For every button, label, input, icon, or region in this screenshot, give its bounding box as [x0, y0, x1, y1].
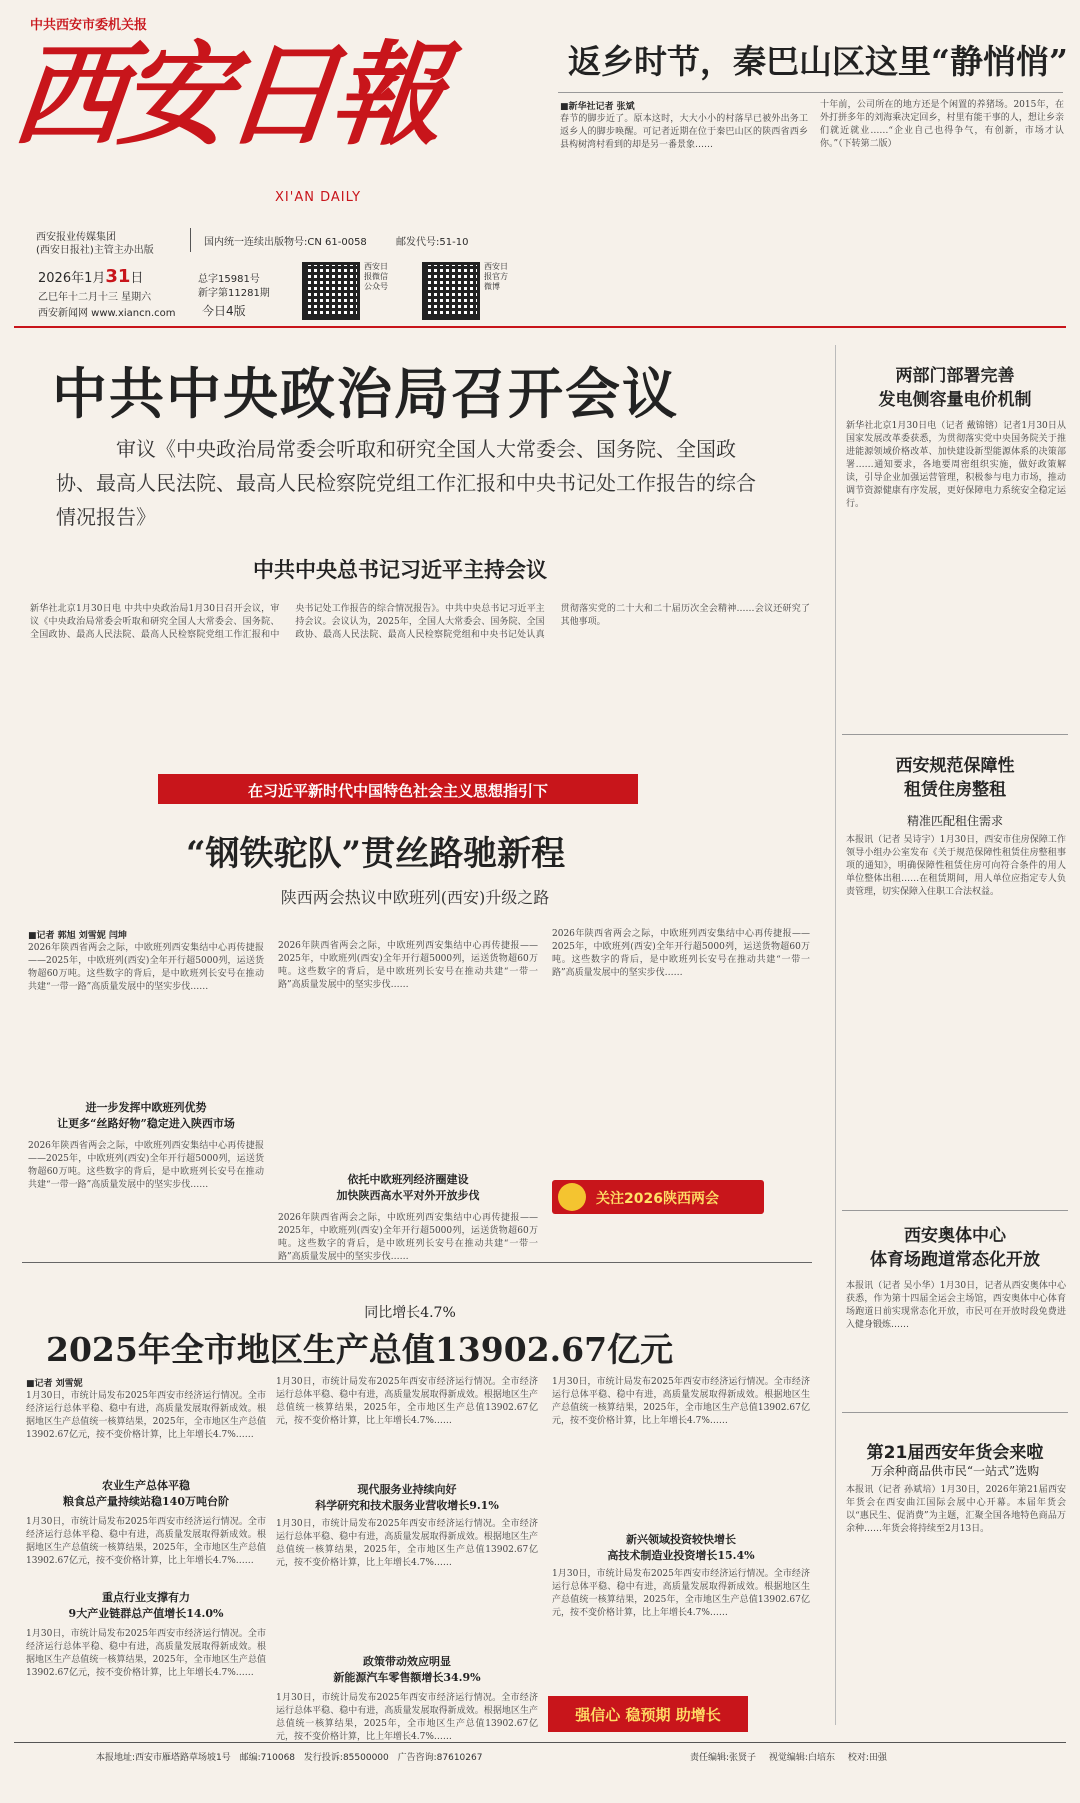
railway-subhead: 陕西两会热议中欧班列(西安)升级之路 — [280, 888, 550, 907]
railway-sub1-line2: 让更多“丝路好物”稳定进入陕西市场 — [57, 1117, 235, 1130]
top-story-title: 返乡时节，秦巴山区这里“静悄悄” — [568, 42, 1068, 81]
date-suffix: 日 — [130, 271, 144, 286]
gdp-sub-e — [552, 1532, 810, 1564]
lead-deck: 审议《中央政治局常委会听取和研究全国人大常委会、国务院、全国政协、最高人民法院、最高人民检察院党组工作汇报和中央书记处工作报告的综合情况报告》 — [56, 437, 756, 529]
side1-rule — [842, 734, 1068, 735]
railway-sub1-line1: 进一步发挥中欧班列优势 — [85, 1101, 207, 1114]
publisher-line-2: (西安日报社)主管主办出版 — [36, 245, 154, 256]
qr2-label: 西安日报官方微博 — [484, 262, 508, 291]
gdp-body-4: 1月30日，市统计局发布2025年西安市经济运行情况。全市经济运行总体平稳、稳中有进，高质量发展取得新成效。根据地区生产总值统一核算结果，2025年，全市地区生产总值13902.67亿元，按不变价格计算，比上年增长4.7%…… — [276, 1377, 538, 1426]
gdp-byline: ■记者 刘雪妮 — [26, 1379, 83, 1389]
theme-banner-text: 在习近平新时代中国特色社会主义思想指引下 — [247, 782, 548, 800]
gdp-sub-e-line2: 高技术制造业投资增长15.4% — [607, 1549, 755, 1562]
side3-body: 本报讯（记者 吴小华）1月30日，记者从西安奥体中心获悉，作为第十四届全运会主场馆，西安奥体中心体育场跑道日前实现常态化开放，市民可在开放时段免费进入健身锻炼…… — [846, 1281, 1066, 1330]
newspaper-logo: 西安日報 — [7, 30, 445, 161]
gdp-sub-b-line1: 重点行业支撑有力 — [102, 1591, 190, 1604]
gdp-sub-a-line2: 粮食总产量持续站稳140万吨台阶 — [63, 1495, 229, 1508]
issue-date — [38, 266, 143, 287]
publisher-line-1: 西安报业传媒集团 — [36, 232, 116, 243]
gdp-sub-d-line2: 新能源汽车零售额增长34.9% — [333, 1671, 481, 1684]
gdp-kicker: 同比增长4.7% — [364, 1305, 456, 1321]
side4-body: 本报讯（记者 孙斌培）1月30日，2026年第21届西安年货会在西安曲江国际会展中心开幕。本届年货会以“惠民生、促消费”为主题，汇聚全国各地特色商品万余种……年货会将持续至2月13日。 — [846, 1485, 1066, 1534]
gdp-sub-a — [26, 1478, 266, 1510]
side1-title — [842, 364, 1068, 412]
gdp-body-1: 1月30日，市统计局发布2025年西安市经济运行情况。全市经济运行总体平稳、稳中有进，高质量发展取得新成效。根据地区生产总值统一核算结果，2025年，全市地区生产总值13902.67亿元，按不变价格计算，比上年增长4.7%…… — [26, 1391, 266, 1440]
railway-body-2: 2026年陕西省两会之际，中欧班列西安集结中心再传捷报——2025年，中欧班列(西安)全年开行超5000列，运送货物超60万吨。这些数字的背后，是中欧班列长安号在推动共建“一带一路”高质量发展中的坚实步伐…… — [28, 1141, 264, 1190]
lead-body: 新华社北京1月30日电 中共中央政治局1月30日召开会议，审议《中央政治局常委会听取和研究全国人大常委会、国务院、全国政协、最高人民法院、最高人民检察院党组工作汇报和中央书记处工作报告的综合情况报告》。中共中央总书记习近平主持会议。会议认为，2025年，全国人大常委会、国务院、全国政协、最高人民法院、最高人民检察院党组和中央书记处认真贯彻落实党的二十大和二十届历次全会精神……会议还研究了其他事项。 — [30, 604, 810, 640]
railway-sub2-line1: 依托中欧班列经济圈建设 — [347, 1173, 469, 1186]
side2-title — [842, 754, 1068, 802]
gdp-sub-c — [276, 1482, 538, 1514]
date-day: 31 — [105, 266, 131, 287]
railway-body-1: 2026年陕西省两会之际，中欧班列西安集结中心再传捷报——2025年，中欧班列(西安)全年开行超5000列，运送货物超60万吨。这些数字的背后，是中欧班列长安号在推动共建“一带一路”高质量发展中的坚实步伐…… — [28, 943, 264, 992]
issn: 国内统一连续出版物号:CN 61-0058 — [204, 237, 367, 248]
side2-rule — [842, 1210, 1068, 1211]
footer-address: 本报地址:西安市雁塔路草场坡1号 — [96, 1753, 231, 1763]
gdp-sub-c-line1: 现代服务业持续向好 — [357, 1483, 457, 1496]
issue-total: 总字15981号 — [198, 274, 260, 285]
railway-body-4: 2026年陕西省两会之际，中欧班列西安集结中心再传捷报——2025年，中欧班列(西安)全年开行超5000列，运送货物超60万吨。这些数字的背后，是中欧班列长安号在推动共建“一带一路”高质量发展中的坚实步伐…… — [278, 1213, 538, 1262]
side4-subtitle: 万余种商品供市民“一站式”选购 — [870, 1464, 1040, 1478]
qr-code-weibo[interactable] — [422, 262, 480, 320]
newspaper-logo-en: XI'AN DAILY — [275, 190, 362, 205]
railway-byline: ■记者 郭旭 刘雪妮 闫坤 — [28, 931, 127, 941]
gdp-body-7: 1月30日，市统计局发布2025年西安市经济运行情况。全市经济运行总体平稳、稳中有进，高质量发展取得新成效。根据地区生产总值统一核算结果，2025年，全市地区生产总值13902.67亿元，按不变价格计算，比上年增长4.7%…… — [552, 1377, 810, 1426]
gdp-sub-a-line1: 农业生产总体平稳 — [102, 1479, 190, 1492]
gdp-sub-d — [276, 1654, 538, 1686]
qr-code-wechat[interactable] — [302, 262, 360, 320]
gdp-headline: 2025年全市地区生产总值13902.67亿元 — [46, 1330, 674, 1369]
top-story-col2: 十年前，公司所在的地方还是个闲置的养猪场。2015年，在外打拼多年的刘海乘决定回乡，村里有能干事的人，想让乡亲们就近就业……“企业自己也得争气，有创新，市场才认你。”（下转第二版） — [820, 100, 1064, 149]
lead-subhead: 中共中央总书记习近平主持会议 — [253, 557, 547, 582]
masthead-divider — [190, 228, 191, 252]
top-story-rule — [558, 92, 1063, 93]
issue-new: 新字第11281期 — [198, 288, 270, 299]
page-count: 今日4版 — [202, 304, 246, 318]
masthead-rule — [14, 326, 1066, 328]
railway-sub2-line2: 加快陕西高水平对外开放步伐 — [336, 1189, 480, 1202]
footer-postcode: 邮编:710068 — [239, 1753, 296, 1763]
side4-title: 第21届西安年货会来啦 — [866, 1443, 1044, 1463]
gdp-body-6: 1月30日，市统计局发布2025年西安市经济运行情况。全市经济运行总体平稳、稳中有进，高质量发展取得新成效。根据地区生产总值统一核算结果，2025年，全市地区生产总值13902.67亿元，按不变价格计算，比上年增长4.7%…… — [276, 1693, 538, 1742]
side3-title — [842, 1224, 1068, 1272]
side1-body: 新华社北京1月30日电（记者 戴锦镕）记者1月30日从国家发展改革委获悉，为贯彻落实党中央国务院关于推进能源领域价格改革、加快建设新型能源体系的决策部署……通知要求，各地要周密组织实施，做好政策解读，引导企业加强运营管理，积极参与电力市场，推动调节资源健康有序发展，更好保障电力系统安全稳定运行。 — [846, 421, 1066, 509]
side2-subtitle: 精准匹配租住需求 — [906, 814, 1003, 828]
side3-rule — [842, 1412, 1068, 1413]
gdp-body-5: 1月30日，市统计局发布2025年西安市经济运行情况。全市经济运行总体平稳、稳中有进，高质量发展取得新成效。根据地区生产总值统一核算结果，2025年，全市地区生产总值13902.67亿元，按不变价格计算，比上年增长4.7%…… — [276, 1519, 538, 1568]
side3-title-line2: 体育场跑道常态化开放 — [870, 1250, 1040, 1270]
side2-title-line1: 西安规范保障性 — [895, 756, 1015, 776]
footer-rule — [14, 1742, 1066, 1743]
side3-title-line1: 西安奥体中心 — [904, 1226, 1006, 1246]
lead-headline: 中共中央政治局召开会议 — [52, 361, 680, 426]
section-rule — [22, 1262, 812, 1263]
gdp-body-3: 1月30日，市统计局发布2025年西安市经济运行情况。全市经济运行总体平稳、稳中有进，高质量发展取得新成效。根据地区生产总值统一核算结果，2025年，全市地区生产总值13902.67亿元，按不变价格计算，比上年增长4.7%…… — [26, 1629, 266, 1678]
gdp-sub-e-line1: 新兴领域投资较快增长 — [626, 1533, 736, 1546]
footer-phone2: 广告咨询:87610267 — [397, 1753, 483, 1763]
side1-title-line1: 两部门部署完善 — [895, 366, 1015, 386]
railway-body-3: 2026年陕西省两会之际，中欧班列西安集结中心再传捷报——2025年，中欧班列(西安)全年开行超5000列，运送货物超60万吨。这些数字的背后，是中欧班列长安号在推动共建“一带一路”高质量发展中的坚实步伐…… — [278, 941, 538, 990]
gdp-sub-b-line2: 9大产业链群总产值增长14.0% — [68, 1607, 224, 1620]
railway-sub1 — [28, 1100, 264, 1132]
postal-code: 邮发代号:51-10 — [396, 237, 469, 248]
gdp-sub-c-line2: 科学研究和技术服务业营收增长9.1% — [315, 1499, 499, 1512]
gdp-sub-d-line1: 政策带动效应明显 — [363, 1655, 451, 1668]
top-story-byline: ■新华社记者 张斌 — [560, 102, 635, 112]
gdp-body-2: 1月30日，市统计局发布2025年西安市经济运行情况。全市经济运行总体平稳、稳中有进，高质量发展取得新成效。根据地区生产总值统一核算结果，2025年，全市地区生产总值13902.67亿元，按不变价格计算，比上年增长4.7%…… — [26, 1517, 266, 1566]
railway-headline: “钢铁驼队”贯丝路驰新程 — [186, 834, 566, 874]
top-story-col1: 春节的脚步近了。原本这时，大大小小的村落早已被外出务工返乡人的脚步唤醒。可记者近期在位于秦巴山区的陕西省西乡县构树湾村看到的却是另一番景象…… — [560, 114, 808, 150]
railway-sub2 — [278, 1172, 538, 1204]
slogan-text: 强信心 稳预期 助增长 — [575, 1706, 721, 1724]
lunar-date: 乙巳年十二月十三 星期六 — [38, 292, 152, 303]
footer-proof: 校对:田强 — [847, 1753, 887, 1763]
footer-left — [96, 1750, 482, 1763]
qr1-label: 西安日报微信公众号 — [364, 262, 388, 291]
lianghui-badge-text: 关注2026陕西两会 — [596, 1191, 719, 1207]
footer-phone1: 发行投诉:85500000 — [303, 1753, 389, 1763]
gdp-sub-b — [26, 1590, 266, 1622]
side2-body: 本报讯（记者 吴诗宇）1月30日，西安市住房保障工作领导小组办公室发布《关于规范保障性租赁住房整租事项的通知》，明确保障性租赁住房可向符合条件的用人单位整体出租……在租赁期间，用人单位应指定专人负责管理，切实保障入住职工合法权益。 — [846, 835, 1066, 897]
emblem-icon — [558, 1183, 586, 1211]
date-month: 2026年1月 — [38, 271, 106, 286]
footer-designer: 视觉编辑:白培东 — [768, 1753, 835, 1763]
gdp-body-8: 1月30日，市统计局发布2025年西安市经济运行情况。全市经济运行总体平稳、稳中有进，高质量发展取得新成效。根据地区生产总值统一核算结果，2025年，全市地区生产总值13902.67亿元，按不变价格计算，比上年增长4.7%…… — [552, 1569, 810, 1618]
website: 西安新闻网 www.xiancn.com — [38, 308, 176, 319]
footer-editor: 责任编辑:张贤子 — [690, 1753, 757, 1763]
side2-title-line2: 租赁住房整租 — [904, 780, 1006, 800]
railway-body-5: 2026年陕西省两会之际，中欧班列西安集结中心再传捷报——2025年，中欧班列(西安)全年开行超5000列，运送货物超60万吨。这些数字的背后，是中欧班列长安号在推动共建“一带一路”高质量发展中的坚实步伐…… — [552, 929, 810, 978]
side1-title-line2: 发电侧容量电价机制 — [878, 390, 1032, 410]
footer-right — [690, 1750, 887, 1763]
sponsor-line: 中共西安市委机关报 — [30, 18, 148, 33]
right-column-divider — [835, 345, 836, 1725]
